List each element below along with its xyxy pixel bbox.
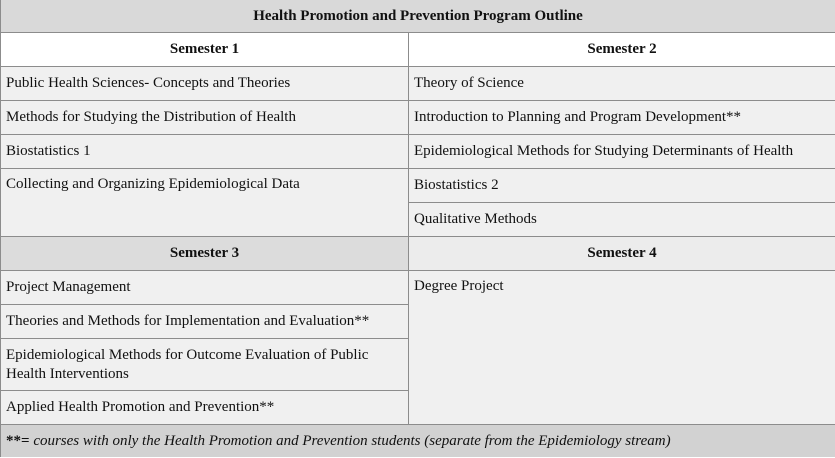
course-cell: Biostatistics 2 — [409, 169, 835, 203]
semester-header-row — [1, 33, 835, 67]
semester-3-heading: Semester 3 — [1, 237, 409, 271]
course-cell: Methods for Studying the Distribution of Health — [1, 101, 409, 135]
semester-header-row — [1, 237, 835, 271]
footnote-marker: **= — [6, 432, 30, 449]
title-row — [1, 0, 835, 33]
course-cell: Biostatistics 1 — [1, 135, 409, 169]
course-cell: Theory of Science — [409, 67, 835, 101]
semester-1-heading: Semester 1 — [1, 33, 409, 67]
footnote-row — [1, 425, 835, 458]
course-row — [1, 67, 835, 101]
semester-2-heading: Semester 2 — [409, 33, 835, 67]
course-row — [1, 169, 835, 203]
course-cell: Degree Project — [409, 271, 835, 425]
course-cell: Epidemiological Methods for Outcome Evaluation of Public Health Interventions — [1, 339, 409, 391]
table-title: Health Promotion and Prevention Program Outline — [1, 0, 835, 33]
course-row — [1, 135, 835, 169]
course-cell: Public Health Sciences- Concepts and Theories — [1, 67, 409, 101]
footnote — [1, 425, 835, 458]
course-cell: Introduction to Planning and Program Development** — [409, 101, 835, 135]
course-cell: Theories and Methods for Implementation and Evaluation** — [1, 305, 409, 339]
course-cell: Project Management — [1, 271, 409, 305]
course-row — [1, 101, 835, 135]
course-cell: Qualitative Methods — [409, 203, 835, 237]
course-cell: Epidemiological Methods for Studying Determinants of Health — [409, 135, 835, 169]
semester-4-heading: Semester 4 — [409, 237, 835, 271]
course-cell: Applied Health Promotion and Prevention** — [1, 391, 409, 425]
course-row — [1, 271, 835, 305]
footnote-text: courses with only the Health Promotion and Prevention students (separate from the Epidemiology stream) — [29, 432, 671, 449]
course-cell: Collecting and Organizing Epidemiological Data — [1, 169, 409, 237]
